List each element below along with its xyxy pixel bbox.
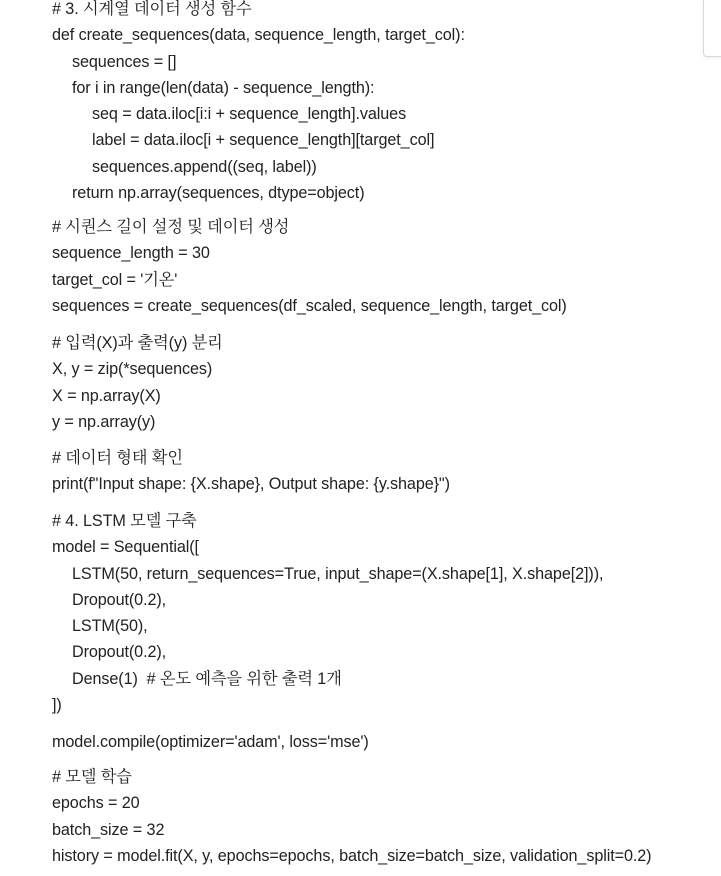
comment-line: # 시퀀스 길이 설정 및 데이터 생성	[52, 218, 290, 236]
code-line: history = model.fit(X, y, epochs=epochs, batch_size=batch_size, validation_split=0.2)	[52, 846, 652, 865]
code-line: model = Sequential([	[52, 538, 199, 557]
code-line: sequences = create_sequences(df_scaled, sequence_length, target_col)	[52, 296, 567, 315]
code-line: LSTM(50),	[72, 617, 148, 636]
code-line: def create_sequences(data, sequence_length, target_col):	[52, 26, 465, 45]
code-line: Dense(1) # 온도 예측을 위한 출력 1개	[72, 669, 342, 688]
code-block-sequence-setup	[52, 214, 721, 319]
code-line: sequences = []	[72, 52, 177, 71]
code-line: label = data.iloc[i + sequence_length][target_col]	[92, 131, 435, 150]
code-block-training	[52, 764, 721, 869]
code-block-sequence-function	[52, 0, 721, 206]
code-block-shape-check	[52, 445, 721, 498]
comment-line: # 모델 학습	[52, 768, 132, 786]
code-line: target_col = '기온'	[52, 270, 178, 289]
comment-line: # 데이터 형태 확인	[52, 449, 183, 467]
code-line: sequence_length = 30	[52, 244, 210, 263]
code-line: batch_size = 32	[52, 820, 165, 839]
code-line: X, y = zip(*sequences)	[52, 360, 213, 379]
comment-line: # 4. LSTM 모델 구축	[52, 512, 197, 530]
code-line: Dropout(0.2),	[72, 590, 167, 609]
code-line: y = np.array(y)	[52, 412, 156, 431]
code-block-lstm-model	[52, 508, 721, 718]
code-line: Dropout(0.2),	[72, 643, 167, 662]
code-line: seq = data.iloc[i:i + sequence_length].values	[92, 105, 407, 124]
code-line: return np.array(sequences, dtype=object)	[72, 184, 365, 203]
code-block-split-xy	[52, 330, 721, 435]
code-line: ])	[52, 696, 62, 715]
code-block-compile	[52, 729, 721, 755]
code-line: X = np.array(X)	[52, 386, 161, 405]
comment-line: # 입력(X)과 출력(y) 분리	[52, 334, 223, 352]
code-line: epochs = 20	[52, 794, 140, 813]
code-line: model.compile(optimizer='adam', loss='mse')	[52, 733, 369, 751]
code-line: sequences.append((seq, label))	[92, 157, 317, 176]
code-line: print(f"Input shape: {X.shape}, Output shape: {y.shape}")	[52, 475, 450, 494]
comment-line: # 3. 시계열 데이터 생성 함수	[52, 0, 252, 18]
code-line: LSTM(50, return_sequences=True, input_shape=(X.shape[1], X.shape[2])),	[72, 564, 604, 583]
code-line: for i in range(len(data) - sequence_length):	[72, 78, 375, 97]
